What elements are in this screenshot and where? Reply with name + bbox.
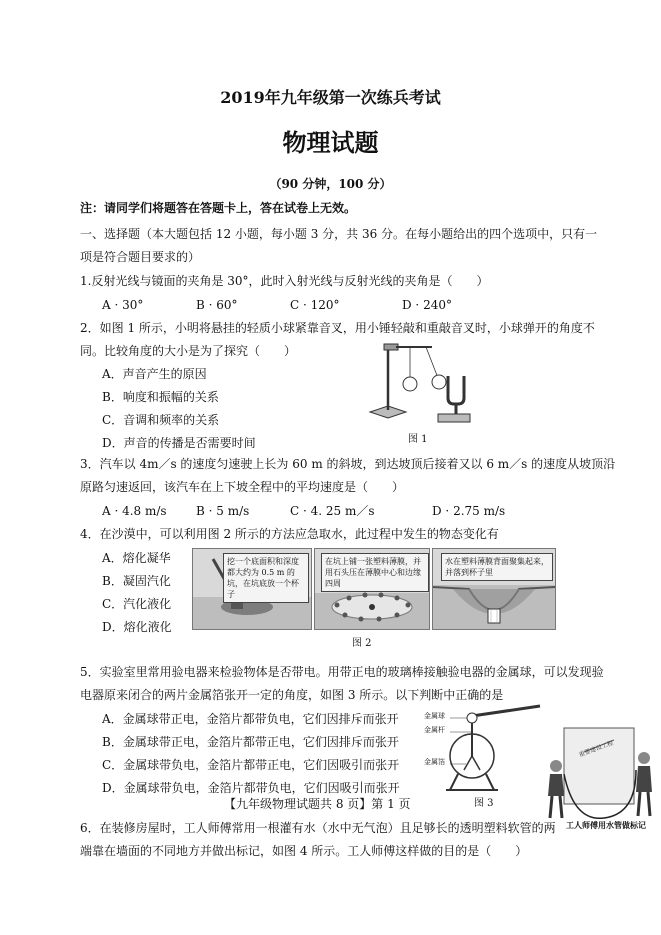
section1-heading-line1: 一、选择题（本大题包括 12 小题，每小题 3 分，共 36 分。在每小题给出的四个选项中，只有一: [80, 227, 598, 241]
q3-stem-line2: 原路匀速返回，该汽车在上下坡全程中的平均速度是（ ）: [80, 480, 405, 494]
figure-2-panel-1: [192, 548, 312, 630]
q3-stem-line1: 3．汽车以 4m／s 的速度匀速驶上长为 60 m 的斜坡，到达坡顶后接着又以 6 m／s 的速度从坡顶沿: [80, 457, 616, 471]
figure-2-label: 图 2: [352, 638, 372, 649]
q5-stem-line2: 电器原来闭合的两片金属箔张开一定的角度，如图 3 所示。以下判断中正确的是: [80, 688, 504, 702]
section1-heading-line2: 项是符合题目要求的）: [80, 250, 201, 264]
q3-option-d: D · 2.75 m/s: [432, 504, 506, 518]
figure-3-label: 图 3: [474, 798, 494, 809]
q5-option-d: D．金属球带负电，金箔片都带负电，它们因吸引而张开: [102, 781, 400, 795]
figure-2-note-2: 在坑上铺一张塑料薄膜，并用石头压在薄膜中心和边缘四周: [321, 553, 429, 592]
figure-1-label: 图 1: [408, 434, 428, 445]
q5-option-b: B．金属球带正电，金箔片都带正电，它们因排斥而张开: [102, 735, 399, 749]
q2-option-a: A．声音产生的原因: [102, 367, 207, 381]
q4-option-c: C．汽化液化: [102, 597, 172, 611]
page-footer: 【九年级物理试题共 8 页】第 1 页: [224, 797, 411, 811]
figure-4-caption: 工人师傅用水管做标记: [566, 820, 646, 830]
q1-stem: 1.反射光线与镜面的夹角是 30°，此时入射光线与反射光线的夹角是（ ）: [80, 274, 489, 288]
figure-3-label-foil: 金属箔: [424, 758, 445, 766]
q1-option-b: B · 60°: [196, 298, 238, 312]
figure-2-note-3: 水在塑料薄膜背面聚集起来，并落到杯子里: [441, 553, 553, 581]
q1-option-c: C · 120°: [290, 298, 340, 312]
q5-option-c: C．金属球带负电，金箔片都带正电，它们因吸引而张开: [102, 758, 400, 772]
figure-3-label-ball: 金属球: [424, 712, 445, 720]
subject-title: 物理试题: [282, 128, 379, 157]
q6-stem-line2: 端靠在墙面的不同地方并做出标记，如图 4 所示。工人师傅这样做的目的是（ ）: [80, 844, 528, 858]
time-score: （90 分钟，100 分）: [269, 177, 392, 191]
q1-option-a: A · 30°: [102, 298, 144, 312]
q3-option-b: B · 5 m/s: [196, 504, 250, 518]
figure-4-wall-text: 重要建设工程: [578, 739, 615, 759]
q2-stem-line1: 2．如图 1 所示，小明将悬挂的轻质小球紧靠音叉，用小锤轻敲和重敲音叉时，小球弹开的角度不: [80, 321, 595, 335]
figure-3-label-rod: 金属杆: [424, 726, 445, 734]
q5-option-a: A．金属球带正电，金箔片都带负电，它们因排斥而张开: [102, 712, 399, 726]
q4-option-a: A．熔化凝华: [102, 551, 171, 565]
q2-option-d: D．声音的传播是否需要时间: [102, 436, 256, 450]
q1-option-d: D · 240°: [402, 298, 452, 312]
exam-title: 2019年九年级第一次练兵考试: [220, 88, 441, 107]
q4-stem: 4．在沙漠中，可以利用图 2 所示的方法应急取水，此过程中发生的物态变化有: [80, 527, 499, 541]
q5-stem-line1: 5．实验室里常用验电器来检验物体是否带电。用带正电的玻璃棒接触验电器的金属球，可以发现验: [80, 665, 604, 679]
figure-2-panel-2: [314, 548, 430, 630]
q6-stem-line1: 6．在装修房屋时，工人师傅常用一根灌有水（水中无气泡）且足够长的透明塑料软管的两: [80, 821, 556, 835]
q4-option-b: B．凝固汽化: [102, 574, 171, 588]
figure-2-panel-3: [432, 548, 556, 630]
q4-option-d: D．熔化液化: [102, 620, 172, 634]
q3-option-a: A · 4.8 m/s: [102, 504, 167, 518]
figure-1-tuning-fork-illustration: [366, 340, 476, 432]
q2-stem-line2: 同。比较角度的大小是为了探究（ ）: [80, 344, 297, 358]
q3-option-c: C · 4. 25 m／s: [290, 504, 375, 518]
figure-4-workers-illustration: [544, 722, 656, 826]
q2-option-c: C．音调和频率的关系: [102, 413, 220, 427]
exam-note: 注：请同学们将题答在答题卡上，答在试卷上无效。: [80, 201, 357, 215]
figure-2-note-1: 挖一个底面积和深度都大约为 0.5 m 的坑，在坑底放一个杯子: [223, 553, 309, 603]
q2-option-b: B．响度和振幅的关系: [102, 390, 219, 404]
